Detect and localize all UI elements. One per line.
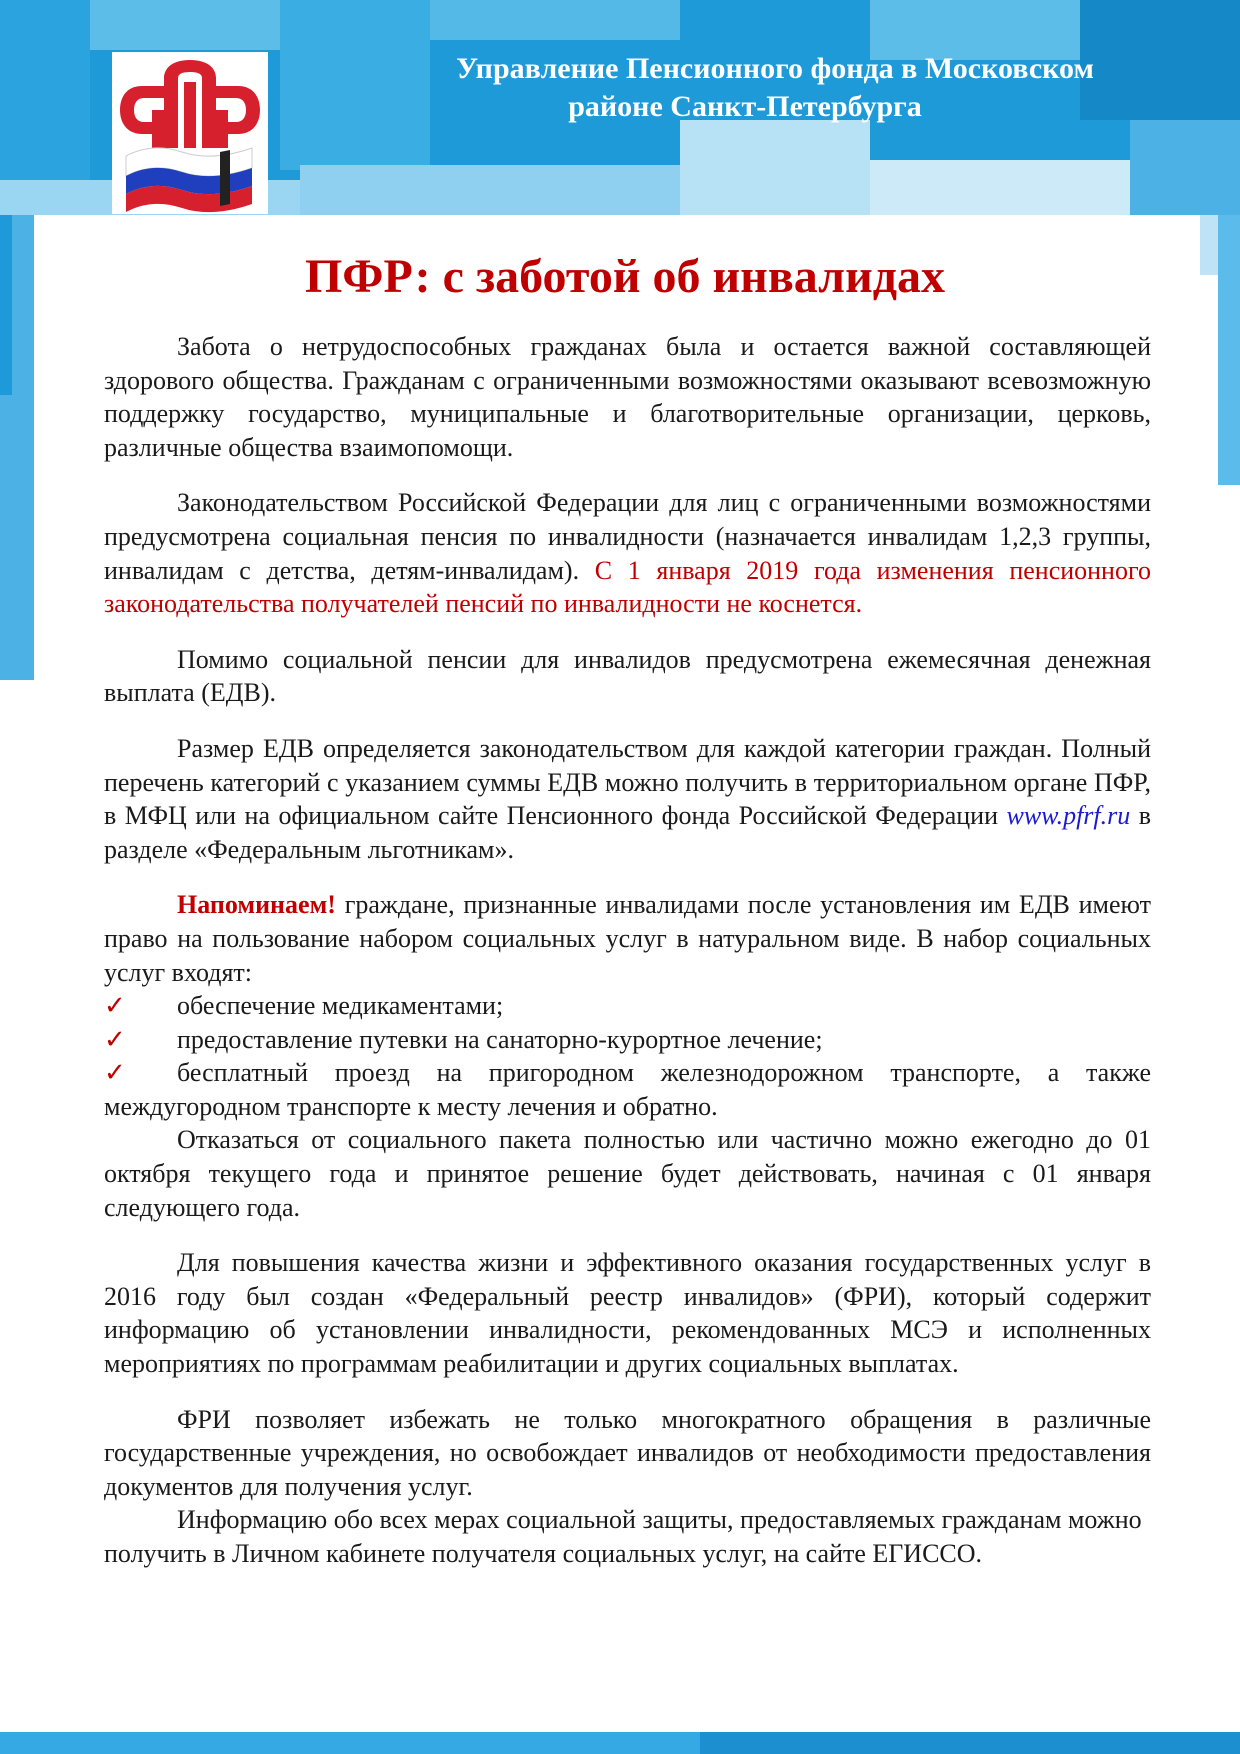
highlight-text: С 1 января 2019 года изменения пенсионного законодательства получателей пенсий по инвалидности не коснется. [104,555,1151,619]
header-tile [870,160,1130,215]
paragraph: Для повышения качества жизни и эффективного оказания государственных услуг в 2016 году был создан «Федеральный реестр инвалидов» (ФРИ), который содержит информацию об установлении инвалидности, рекомендованных МСЭ и исполненных мероприятиях по программам реабилитации и других социальных выплатах. [104,1248,1151,1379]
list-item-text: бесплатный проезд на пригородном железнодорожном транспорте, а также междугородном транспорте к месту лечения и обратно. [104,1058,1151,1121]
reminder-label: Напоминаем! [177,890,336,920]
article-body [104,330,1151,1571]
right-decor-strip [1218,215,1240,485]
header-tile [90,0,280,50]
paragraph: Помимо социальной пенсии для инвалидов предусмотрена ежемесячная денежная выплата (ЕДВ). [104,644,1151,708]
pfr-logo-icon [112,52,268,214]
paragraph-text: граждане, признанные инвалидами после установления им ЕДВ имеют право на пользование набором социальных услуг в натуральном виде. В набор социальных услуг входят: [104,890,1151,987]
paragraph: ФРИ позволяет избежать не только многократного обращения в различные государственные учреждения, но освобождает инвалидов от необходимости предоставления документов для получения услуг. [104,1404,1151,1501]
paragraph-text: Размер ЕДВ определяется законодательством для каждой категории граждан. Полный перечень категорий с указанием суммы ЕДВ можно получить в территориальном органе ПФР, в МФЦ или на официальном сайте Пенсионного фонда Российской Федерации [104,733,1151,831]
list-item [104,989,1151,1023]
header-tile [680,120,870,215]
checkmark-icon: ✓ [104,991,126,1021]
checkmark-icon: ✓ [104,1058,126,1088]
left-decor-strip [0,215,12,395]
organization-title-line2: районе Санкт-Петербурга [568,90,922,123]
paragraph [104,732,1151,866]
checkmark-icon: ✓ [104,1024,126,1054]
paragraph: Забота о нетрудоспособных гражданах была и остается важной составляющей здорового общества. Гражданам с ограниченными возможностями оказывают всевозможную поддержку государство, муниципальные и благотворительные организации, церковь, различные общества взаимопомощи. [104,332,1151,462]
paragraph: Отказаться от социального пакета полностью или частично можно ежегодно до 01 октября текущего года и принятое решение будет действовать, начиная с 01 января следующего года. [104,1125,1151,1222]
list-item [104,1023,1151,1057]
organization-title-line1: Управление Пенсионного фонда в Московском [456,52,1094,85]
paragraph-text: в разделе «Федеральным льготникам». [104,801,1152,864]
organization-title [380,50,1170,126]
right-decor-strip [1200,215,1218,275]
header-tile [1130,120,1240,215]
paragraph [104,486,1151,620]
list-item-text: предоставление путевки на санаторно-курортное лечение; [177,1024,823,1054]
bottom-decor-band [700,1732,1240,1754]
pfrf-link[interactable]: www.pfrf.ru [1006,801,1131,831]
header-tile [430,0,680,40]
paragraph: Информацию обо всех мерах социальной защиты, предоставляемых гражданам можно получить в Личном кабинете получателя социальных услуг, на сайте ЕГИССО. [104,1505,1142,1568]
page-title: ПФР: с заботой об инвалидах [304,250,946,303]
list-item-text: обеспечение медикаментами; [177,991,504,1021]
paragraph [104,888,1151,989]
list-item [104,1056,1151,1123]
paragraph-text: Законодательством Российской Федерации для лиц с ограниченными возможностями предусмотрена социальная пенсия по инвалидности (назначается инвалидам 1,2,3 группы, инвалидам с детства, детям-инвалидам). [104,488,1151,585]
